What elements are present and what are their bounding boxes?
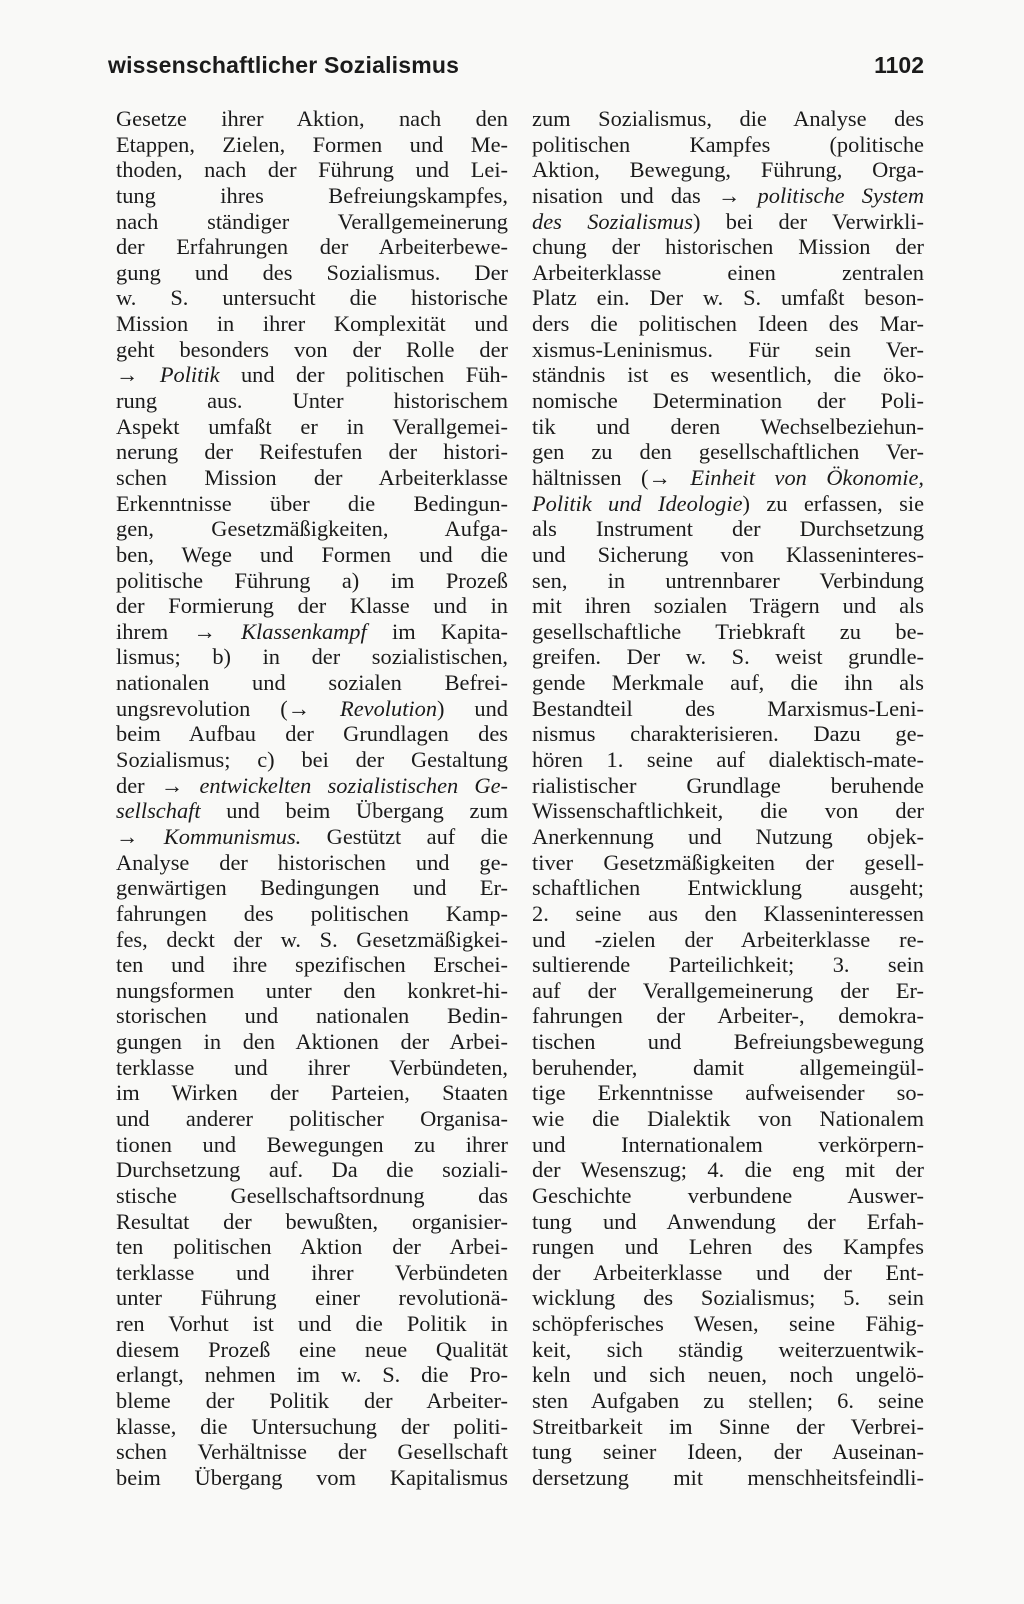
text-segment: → xyxy=(116,362,160,388)
text-line xyxy=(532,875,924,901)
text-line xyxy=(532,1183,924,1209)
text-segment: nismus charakterisieren. Dazu ge- xyxy=(532,721,924,747)
text-line xyxy=(116,491,508,517)
text-line xyxy=(532,593,924,619)
text-line xyxy=(116,747,508,773)
text-segment: terklasse und ihrer Verbündeten, xyxy=(116,1054,508,1080)
running-head: wissenschaftlicher Sozialismus xyxy=(108,52,460,78)
text-line xyxy=(116,568,508,594)
text-column-right xyxy=(532,106,924,1491)
text-line xyxy=(532,157,924,183)
text-segment: tionen und Bewegungen zu ihrer xyxy=(116,1131,508,1157)
text-segment: tung und Anwendung der Erfah- xyxy=(532,1208,924,1234)
text-segment: storischen und nationalen Bedin- xyxy=(116,1003,508,1029)
text-segment: ren Vorhut ist und die Politik in xyxy=(116,1311,508,1337)
text-line xyxy=(532,1260,924,1286)
text-segment: tik und deren Wechselbeziehun- xyxy=(532,413,924,439)
cross-reference-italic: Einheit von Ökonomie, xyxy=(690,464,924,490)
text-segment: gen zu den gesellschaftlichen Ver- xyxy=(532,439,924,465)
text-line xyxy=(532,1285,924,1311)
text-segment: rungen und Lehren des Kampfes xyxy=(532,1234,924,1260)
text-segment: Durchsetzung auf. Da die soziali- xyxy=(116,1157,508,1183)
text-line xyxy=(532,209,924,235)
text-line xyxy=(116,773,508,799)
text-line xyxy=(116,850,508,876)
text-line xyxy=(532,696,924,722)
text-line xyxy=(532,1080,924,1106)
text-segment: fahrungen des politischen Kamp- xyxy=(116,900,508,926)
text-line xyxy=(116,285,508,311)
text-line xyxy=(532,337,924,363)
text-segment: und Sicherung von Klasseninteres- xyxy=(532,541,924,567)
text-segment: der Wesenszug; 4. die eng mit der xyxy=(532,1157,924,1183)
text-segment: wie die Dialektik von Nationalem xyxy=(532,1105,924,1131)
text-segment: zum Sozialismus, die Analyse des xyxy=(532,106,924,131)
text-line xyxy=(116,927,508,953)
text-segment: schen Mission der Arbeiterklasse xyxy=(116,464,508,490)
text-segment: nungsformen unter den konkret-hi- xyxy=(116,977,508,1003)
text-line xyxy=(116,1414,508,1440)
text-segment: Aktion, Bewegung, Führung, Orga- xyxy=(532,157,924,183)
cross-reference-italic: entwickelten sozialistischen Ge- xyxy=(199,772,508,798)
text-line xyxy=(116,1209,508,1235)
text-segment: sen, in untrennbarer Verbindung xyxy=(532,567,924,593)
text-segment: dersetzung mit menschheitsfeindli- xyxy=(532,1464,924,1490)
text-line xyxy=(532,285,924,311)
text-line xyxy=(116,1337,508,1363)
text-line xyxy=(532,465,924,491)
text-segment: politischen Kampfes (politische xyxy=(532,131,924,157)
text-line xyxy=(116,337,508,363)
text-segment: im Wirken der Parteien, Staaten xyxy=(116,1080,508,1106)
text-line xyxy=(116,516,508,542)
text-segment: rialistischer Grundlage beruhende xyxy=(532,772,924,798)
text-segment: ihrem → xyxy=(116,618,242,644)
text-segment: gende Merkmale auf, die ihn als xyxy=(532,670,924,696)
text-line xyxy=(116,1388,508,1414)
text-line xyxy=(116,209,508,235)
text-line xyxy=(532,721,924,747)
text-line xyxy=(532,1132,924,1158)
text-line xyxy=(532,1362,924,1388)
text-line xyxy=(116,952,508,978)
text-segment: beim Aufbau der Grundlagen des xyxy=(116,721,508,747)
text-line xyxy=(532,516,924,542)
text-line xyxy=(116,234,508,260)
text-line xyxy=(116,414,508,440)
text-segment: Wissenschaftlichkeit, die von der xyxy=(532,798,924,824)
text-line xyxy=(116,901,508,927)
text-segment: gen, Gesetzmäßigkeiten, Aufga- xyxy=(116,516,508,542)
text-segment: xismus-Leninismus. Für sein Ver- xyxy=(532,336,924,362)
text-line xyxy=(532,362,924,388)
text-segment: tige Erkenntnisse aufweisender so- xyxy=(532,1080,924,1106)
text-line xyxy=(532,1465,924,1491)
text-line xyxy=(532,106,924,132)
text-segment: klasse, die Untersuchung der politi- xyxy=(116,1413,508,1439)
text-line xyxy=(532,952,924,978)
text-line xyxy=(116,388,508,414)
text-segment: Aspekt umfaßt er in Verallgemei- xyxy=(116,413,508,439)
text-line xyxy=(116,670,508,696)
text-segment: Mission in ihrer Komplexität und xyxy=(116,311,508,337)
cross-reference-italic: politische System xyxy=(757,182,924,208)
text-line xyxy=(532,439,924,465)
text-line xyxy=(532,1311,924,1337)
text-segment: lismus; b) in der sozialistischen, xyxy=(116,644,508,670)
text-line xyxy=(116,1003,508,1029)
text-line xyxy=(532,927,924,953)
text-segment: hältnissen (→ xyxy=(532,464,691,490)
text-line xyxy=(532,747,924,773)
text-line xyxy=(116,1285,508,1311)
text-segment: ders die politischen Ideen des Mar- xyxy=(532,311,924,337)
text-segment: und anderer politischer Organisa- xyxy=(116,1105,508,1131)
text-line xyxy=(116,696,508,722)
text-line xyxy=(532,1209,924,1235)
text-segment: erlangt, nehmen im w. S. die Pro- xyxy=(116,1362,508,1388)
text-segment: ten politischen Aktion der Arbei- xyxy=(116,1234,508,1260)
text-line xyxy=(532,1439,924,1465)
text-segment: Erkenntnisse über die Bedingun- xyxy=(116,490,508,516)
text-line xyxy=(116,1465,508,1491)
text-segment: schen Verhältnisse der Gesellschaft xyxy=(116,1439,508,1465)
text-segment: wicklung des Sozialismus; 5. sein xyxy=(532,1285,924,1311)
text-line xyxy=(116,593,508,619)
text-line xyxy=(116,1234,508,1260)
cross-reference-italic: des Sozialismus xyxy=(532,208,693,234)
text-line xyxy=(532,234,924,260)
text-line xyxy=(116,875,508,901)
text-column-left xyxy=(116,106,508,1491)
text-line xyxy=(116,1311,508,1337)
text-line xyxy=(532,183,924,209)
text-line xyxy=(532,850,924,876)
text-line xyxy=(116,106,508,132)
text-segment: genwärtigen Bedingungen und Er- xyxy=(116,875,508,901)
text-line xyxy=(116,362,508,388)
cross-reference-italic: Politik und Ideologie xyxy=(532,490,743,516)
text-line xyxy=(532,1388,924,1414)
text-segment: rung aus. Unter historischem xyxy=(116,388,508,414)
text-segment: hören 1. seine auf dialektisch-mate- xyxy=(532,747,924,773)
text-segment: beruhender, damit allgemeingül- xyxy=(532,1054,924,1080)
text-line xyxy=(532,1106,924,1132)
text-segment: der Erfahrungen der Arbeiterbewe- xyxy=(116,234,508,260)
text-segment: Bestandteil des Marxismus-Leni- xyxy=(532,695,924,721)
text-segment: der Formierung der Klasse und in xyxy=(116,593,508,619)
text-segment: → xyxy=(116,823,164,849)
text-line xyxy=(532,1337,924,1363)
text-line xyxy=(116,1183,508,1209)
text-line xyxy=(116,183,508,209)
text-segment: Geschichte verbundene Auswer- xyxy=(532,1182,924,1208)
text-line xyxy=(116,465,508,491)
text-segment: nomische Determination der Poli- xyxy=(532,388,924,414)
text-line xyxy=(532,901,924,927)
text-line xyxy=(532,1055,924,1081)
text-line xyxy=(532,132,924,158)
text-line xyxy=(116,1080,508,1106)
text-segment: auf der Verallgemeinerung der Er- xyxy=(532,977,924,1003)
text-segment: ben, Wege und Formen und die xyxy=(116,541,508,567)
text-segment: nach ständiger Verallgemeinerung xyxy=(116,208,508,234)
text-line xyxy=(116,157,508,183)
text-segment: Sozialismus; c) bei der Gestaltung xyxy=(116,747,508,773)
text-line xyxy=(116,132,508,158)
text-segment: als Instrument der Durchsetzung xyxy=(532,516,924,542)
text-line xyxy=(116,644,508,670)
text-segment: Arbeiterklasse einen zentralen xyxy=(532,259,924,285)
text-segment: nationalen und sozialen Befrei- xyxy=(116,670,508,696)
text-line xyxy=(116,542,508,568)
text-line xyxy=(116,798,508,824)
text-segment: thoden, nach der Führung und Lei- xyxy=(116,157,508,183)
text-segment: fes, deckt der w. S. Gesetzmäßigkei- xyxy=(116,926,508,952)
text-line xyxy=(116,260,508,286)
text-segment: diesem Prozeß eine neue Qualität xyxy=(116,1336,508,1362)
text-line xyxy=(116,439,508,465)
text-segment: w. S. untersucht die historische xyxy=(116,285,508,311)
text-line xyxy=(532,491,924,517)
text-segment: im Kapita- xyxy=(366,618,508,644)
text-segment: Streitbarkeit im Sinne der Verbrei- xyxy=(532,1413,924,1439)
text-segment: Analyse der historischen und ge- xyxy=(116,849,508,875)
text-line xyxy=(532,1414,924,1440)
text-line xyxy=(532,978,924,1004)
text-line xyxy=(116,1362,508,1388)
text-segment: chung der historischen Mission der xyxy=(532,234,924,260)
text-line xyxy=(116,1132,508,1158)
text-segment: und -zielen der Arbeiterklasse re- xyxy=(532,926,924,952)
text-line xyxy=(532,568,924,594)
text-segment: Etappen, Zielen, Formen und Me- xyxy=(116,131,508,157)
text-line xyxy=(532,542,924,568)
text-segment: tiver Gesetzmäßigkeiten der gesell- xyxy=(532,849,924,875)
text-segment: tung ihres Befreiungskampfes, xyxy=(116,182,508,208)
text-segment: der → xyxy=(116,772,200,798)
page-header xyxy=(108,52,924,88)
text-line xyxy=(116,1055,508,1081)
text-segment: ungsrevolution (→ xyxy=(116,695,341,721)
text-line xyxy=(116,978,508,1004)
text-segment: 2. seine aus den Klasseninteressen xyxy=(532,900,924,926)
text-segment: nerung der Reifestufen der histori- xyxy=(116,439,508,465)
text-line xyxy=(532,388,924,414)
text-segment: Anerkennung und Nutzung objek- xyxy=(532,823,924,849)
text-line xyxy=(116,1439,508,1465)
text-segment: schaftlichen Entwicklung ausgeht; xyxy=(532,875,924,901)
text-line xyxy=(532,311,924,337)
text-segment: ) zu erfassen, sie xyxy=(742,490,925,516)
text-segment: fahrungen der Arbeiter-, demokra- xyxy=(532,1003,924,1029)
text-line xyxy=(532,1029,924,1055)
text-segment: tischen und Befreiungsbewegung xyxy=(532,1029,924,1055)
text-segment: greifen. Der w. S. weist grundle- xyxy=(532,644,924,670)
cross-reference-italic: Revolution xyxy=(340,695,438,721)
text-line xyxy=(532,1157,924,1183)
text-line xyxy=(116,1157,508,1183)
text-segment: mit ihren sozialen Trägern und als xyxy=(532,593,924,619)
text-segment: und Internationalem verkörpern- xyxy=(532,1131,924,1157)
text-line xyxy=(116,311,508,337)
text-line xyxy=(116,619,508,645)
text-line xyxy=(532,1234,924,1260)
text-line xyxy=(532,619,924,645)
cross-reference-italic: Kommunismus. xyxy=(163,823,302,849)
cross-reference-italic: sellschaft xyxy=(116,798,201,824)
text-segment: keln und sich neuen, noch ungelö- xyxy=(532,1362,924,1388)
cross-reference-italic: Politik xyxy=(159,362,220,388)
text-segment: geht besonders von der Rolle der xyxy=(116,336,508,362)
text-segment: gung und des Sozialismus. Der xyxy=(116,259,508,285)
text-segment: stische Gesellschaftsordnung das xyxy=(116,1182,508,1208)
text-line xyxy=(116,1029,508,1055)
text-segment: Platz ein. Der w. S. umfaßt beson- xyxy=(532,285,924,311)
text-segment: Resultat der bewußten, organisier- xyxy=(116,1208,508,1234)
text-line xyxy=(532,773,924,799)
text-segment: Gesetze ihrer Aktion, nach den xyxy=(116,106,508,131)
text-segment: keit, sich ständig weiterzuentwik- xyxy=(532,1336,924,1362)
text-segment: unter Führung einer revolutionä- xyxy=(116,1285,508,1311)
text-line xyxy=(532,798,924,824)
text-segment: gungen in den Aktionen der Arbei- xyxy=(116,1029,508,1055)
text-segment: bleme der Politik der Arbeiter- xyxy=(116,1388,508,1414)
text-line xyxy=(532,670,924,696)
text-line xyxy=(116,824,508,850)
text-segment: nisation und das → xyxy=(532,182,758,208)
text-line xyxy=(532,1003,924,1029)
cross-reference-italic: Klassenkampf xyxy=(241,618,367,644)
text-segment: ten und ihre spezifischen Erschei- xyxy=(116,952,508,978)
text-segment: gesellschaftliche Triebkraft zu be- xyxy=(532,618,924,644)
text-line xyxy=(532,824,924,850)
text-segment: terklasse und ihrer Verbündeten xyxy=(116,1259,508,1285)
text-line xyxy=(116,1260,508,1286)
text-segment: sultierende Parteilichkeit; 3. sein xyxy=(532,952,924,978)
text-segment: politische Führung a) im Prozeß xyxy=(116,567,508,593)
text-line xyxy=(532,644,924,670)
text-line xyxy=(532,414,924,440)
text-line xyxy=(532,260,924,286)
text-segment: der Arbeiterklasse und der Ent- xyxy=(532,1259,924,1285)
text-segment: sten Aufgaben zu stellen; 6. seine xyxy=(532,1388,924,1414)
text-line xyxy=(116,1106,508,1132)
text-segment: Gestützt auf die xyxy=(301,823,508,849)
text-segment: ständnis ist es wesentlich, die öko- xyxy=(532,362,924,388)
text-segment: ) und xyxy=(437,695,508,721)
text-segment: und der politischen Füh- xyxy=(219,362,508,388)
text-segment: schöpferisches Wesen, seine Fähig- xyxy=(532,1311,924,1337)
text-segment: tung seiner Ideen, der Auseinan- xyxy=(532,1439,924,1465)
text-line xyxy=(116,721,508,747)
text-segment: ) bei der Verwirkli- xyxy=(692,208,925,234)
page-number: 1102 xyxy=(874,52,924,78)
text-segment: beim Übergang vom Kapitalismus xyxy=(116,1464,508,1490)
text-segment: und beim Übergang zum xyxy=(200,798,508,824)
